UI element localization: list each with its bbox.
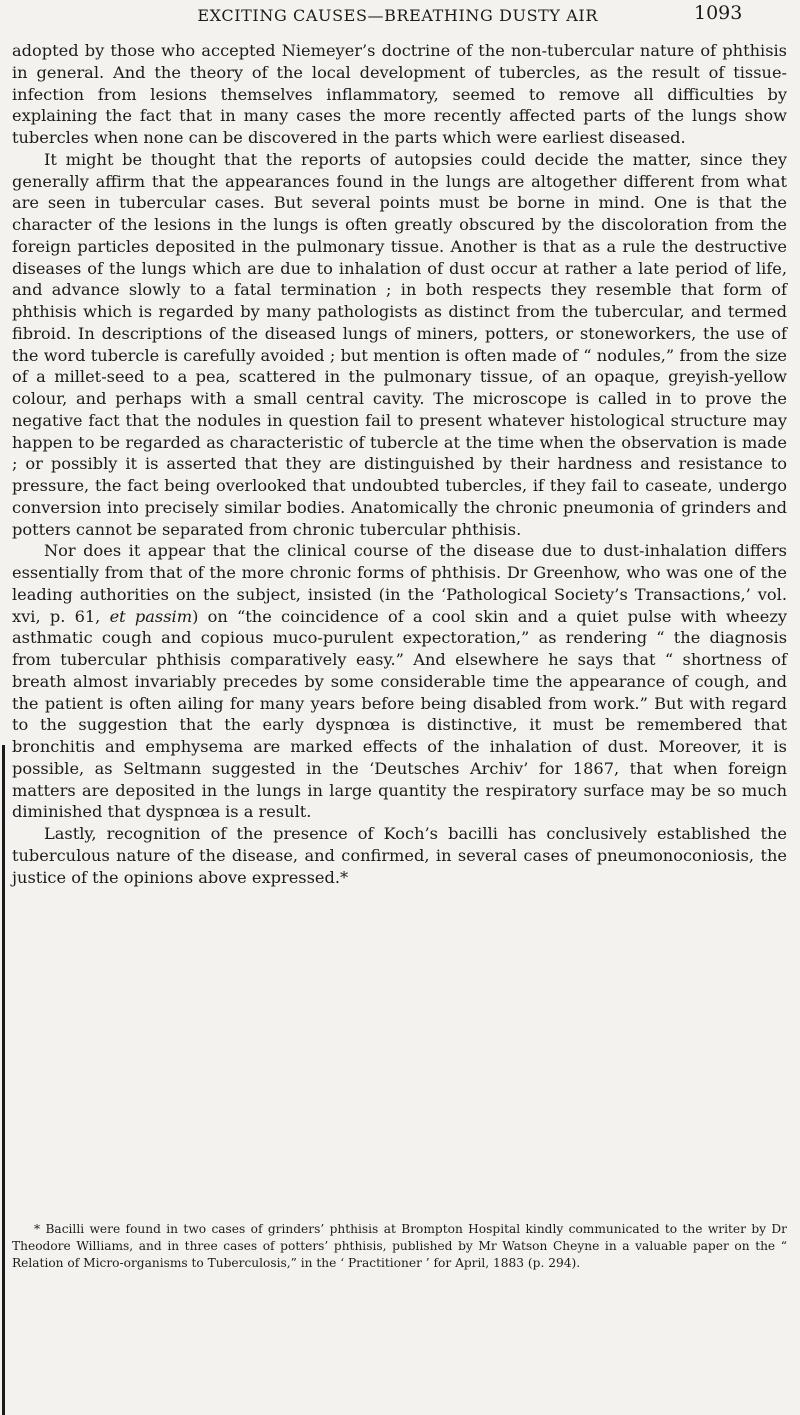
footnote: * Bacilli were found in two cases of grinders’ phthisis at Brompton Hospital kindly communicated to the writer by Dr Theodore Williams, and in three cases of potters’ phthisis, published by Mr Watson Cheyne in a valuable paper on the “ Relation of Micro-organisms to Tuberculosis,” in the ‘ Practitioner ’ for April, 1883 (p. 294).	[12, 1222, 787, 1270]
paragraph-1: adopted by those who accepted Niemeyer’s doctrine of the non-tubercular nature of phthisis in general. And the theory of the local development of tubercles, as the result of tissue-infection from lesions themselves inflammatory, seemed to remove all difficulties by explaining the fact that in many cases the more recently affected parts of the lungs show tubercles when none can be discovered in the parts which were earliest diseased.	[12, 41, 787, 147]
scan-edge-rule	[2, 745, 5, 1415]
page-number: 1093	[694, 2, 743, 24]
paragraph-3-italic: et passim	[109, 606, 193, 626]
paragraph-4: Lastly, recognition of the presence of Koch’s bacilli has conclusively established the tuberculous nature of the disease, and confirmed, in several cases of pneumonoconiosis, the justice of the opinions above expressed.*	[12, 824, 787, 887]
paragraph-3	[12, 540, 787, 823]
running-header: EXCITING CAUSES—BREATHING DUSTY AIR	[197, 6, 598, 25]
body-text	[12, 40, 787, 888]
paragraph-3-part-2: ) on “the coincidence of a cool skin and a quiet pulse with wheezy asthmatic cough and copious muco-purulent expectoration,” as rendering “ the diagnosis from tubercular phthisis comparatively easy.” And elsewhere he says that “ shortness of breath almost invariably precedes by some considerable time the appearance of cough, and the patient is often ailing for many years before being disabled from work.” But with regard to the suggestion that the early dyspnœa is distinctive, it must be remembered that bronchitis and emphysema are marked effects of the inhalation of dust. Moreover, it is possible, as Seltmann suggested in the ‘Deutsches Archiv’ for 1867, that when foreign matters are deposited in the lungs in large quantity the respiratory surface may be so much diminished that dyspnœa is a result.	[12, 606, 788, 822]
paragraph-2: It might be thought that the reports of autopsies could decide the matter, since they generally affirm that the appearances found in the lungs are altogether different from what are seen in tubercular cases. But several points must be borne in mind. One is that the character of the lesions in the lungs is often greatly obscured by the discoloration from the foreign particles deposited in the pulmonary tissue. Another is that as a rule the destructive diseases of the lungs which are due to inhalation of dust occur at rather a late period of life, and advance slowly to a fatal termination ; in both respects they resemble that form of phthisis which is regarded by many pathologists as distinct from the tubercular, and termed fibroid. In descriptions of the diseased lungs of miners, potters, or stoneworkers, the use of the word tubercle is carefully avoided ; but mention is often made of “ nodules,” from the size of a millet-seed to a pea, scattered in the pulmonary tissue, of an opaque, greyish-yellow colour, and perhaps with a small central cavity. The microscope is called in to prove the negative fact that the nodules in question fail to present whatever histological structure may happen to be regarded as characteristic of tubercle at the time when the observation is made ; or possibly it is asserted that they are distinguished by their hardness and resistance to pressure, the fact being overlooked that undoubted tubercles, if they fail to caseate, undergo conversion into precisely similar bodies. Anatomically the chronic pneumonia of grinders and potters cannot be separated from chronic tubercular phthisis.	[12, 149, 787, 539]
paragraph-3-part-1: Nor does it appear that the clinical course of the disease due to dust-inhalation differs essentially from that of the more chronic forms of phthisis. Dr Greenhow, who was one of the leading authorities on the subject, insisted (in the ‘Pathological Society’s Transactions,’ vol. xvi, p. 61,	[12, 541, 787, 626]
